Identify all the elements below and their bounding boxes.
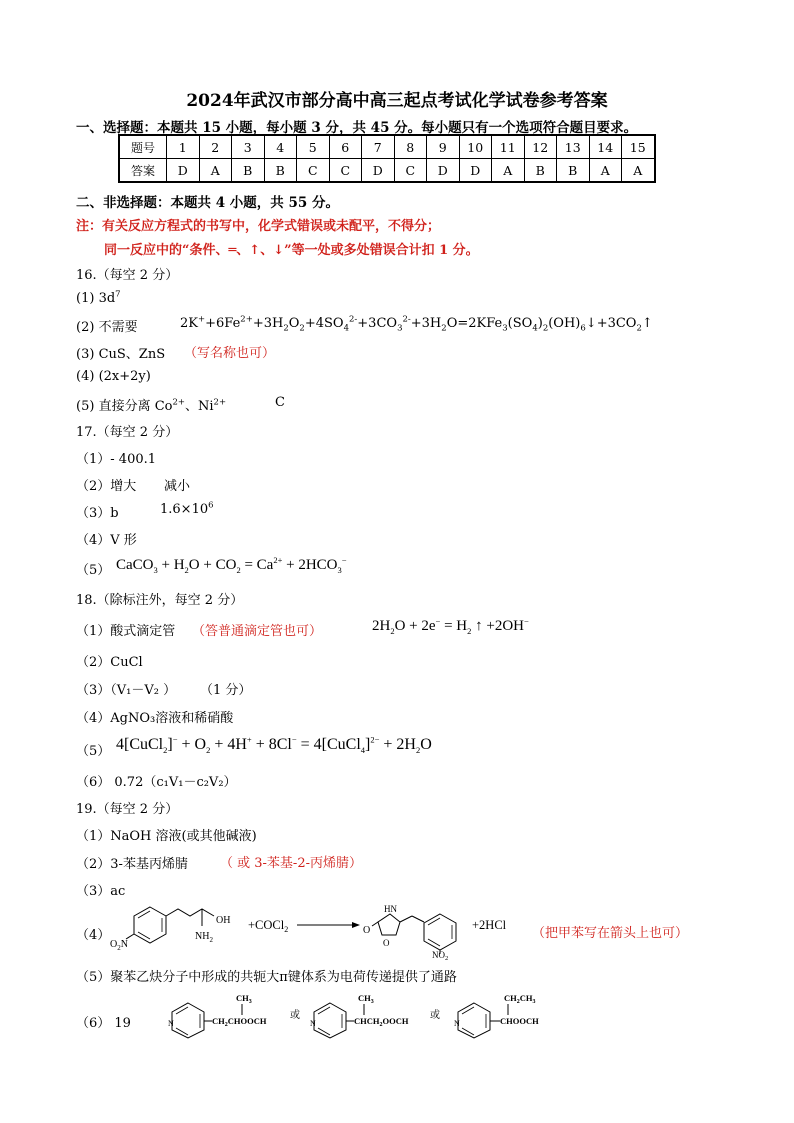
q18-1-note: （答普通滴定管也可）	[192, 624, 323, 639]
q19-2-label: （2）	[76, 857, 111, 872]
q16-3-label: (3)	[76, 347, 95, 362]
q17-3-label: （3）	[76, 506, 111, 521]
or-separator-1: 或	[290, 1010, 300, 1021]
table-cell-number: 13	[557, 135, 590, 159]
table-cell-number: 14	[589, 135, 622, 159]
table-cell-answer: B	[524, 159, 557, 183]
q17-answer-2	[76, 475, 136, 494]
table-cell-number: 12	[524, 135, 557, 159]
table-header-answer: 答案	[119, 159, 167, 183]
note-line-2: 同一反应中的“条件、═、↑、↓”等一处或多处错误合计扣 1 分。	[104, 243, 479, 258]
table-cell-answer: C	[394, 159, 427, 183]
q16-1-text: 3d	[98, 291, 116, 306]
table-cell-answer: C	[297, 159, 330, 183]
benzene-ring-product	[424, 914, 456, 950]
table-header-number: 题号	[119, 135, 167, 159]
table-cell-number: 9	[427, 135, 460, 159]
section-1-heading: 一、选择题：本题共 15 小题，每小题 3 分，共 45 分。每小题只有一个选项符合题目要求。	[76, 120, 638, 136]
q18-1-label: （1）	[76, 624, 111, 639]
page-title: 2024年武汉市部分高中高三起点考试化学试卷参考答案	[186, 91, 608, 111]
q17-answer-4: （4）V 形	[76, 533, 137, 548]
q16-answer-1	[76, 291, 121, 306]
svg-text:CH2CHOOCH: $CH_2CHOOCH$	[212, 1016, 267, 1028]
isomer-structure-2	[310, 993, 409, 1038]
section-2-heading: 二、非选择题：本题共 4 小题，共 55 分。	[76, 195, 339, 211]
q18-5-label: （5）	[76, 744, 111, 759]
q18-answer-3: （3）（V₁－V₂ ）	[76, 683, 177, 698]
table-cell-number: 11	[492, 135, 525, 159]
benzene-ring	[134, 907, 166, 943]
q16-answer-3	[76, 343, 165, 362]
table-row-answers	[119, 159, 655, 183]
q17-3b-text: 1.6×10	[160, 502, 209, 517]
q16-2-text: 不需要	[98, 320, 138, 335]
table-cell-answer: D	[427, 159, 460, 183]
q16-4-text: (2x+2y)	[98, 369, 151, 384]
q17-3b-sup: 6	[208, 500, 214, 511]
q17-answer-3	[76, 502, 119, 521]
isomer-structure-3	[454, 993, 539, 1038]
table-cell-number: 2	[199, 135, 232, 159]
table-cell-number: 6	[329, 135, 362, 159]
q16-header: 16.（每空 2 分）	[76, 268, 179, 283]
q17-2b: 减小	[164, 479, 191, 494]
table-cell-number: 10	[459, 135, 492, 159]
q17-3a: b	[110, 506, 119, 521]
q19-6-label: （6） 19	[76, 1016, 131, 1031]
q17-2-label: （2）	[76, 479, 111, 494]
q18-1-text: 酸式滴定管	[110, 624, 176, 639]
table-cell-answer: B	[557, 159, 590, 183]
answer-table	[118, 134, 656, 183]
q18-answer-6: （6） 0.72（c₁V₁－c₂V₂）	[76, 775, 237, 790]
svg-text:CH2CH3: $CH_2CH_3$	[504, 993, 536, 1005]
table-cell-answer: D	[167, 159, 200, 183]
table-cell-number: 8	[394, 135, 427, 159]
q19-reaction-scheme	[110, 896, 530, 962]
q16-answer-2	[76, 316, 138, 335]
table-cell-number: 1	[167, 135, 200, 159]
q17-2a: 增大	[110, 479, 137, 494]
table-cell-number: 4	[264, 135, 297, 159]
q19-isomer-structures	[168, 988, 568, 1038]
table-cell-answer: B	[264, 159, 297, 183]
q16-answer-4	[76, 369, 151, 384]
svg-text:CH3: $CH_3$	[358, 993, 374, 1005]
table-row-numbers	[119, 135, 655, 159]
svg-text:N: N	[310, 1019, 316, 1028]
q19-2-text: 3-苯基丙烯腈	[110, 857, 188, 872]
oxazolidinone-ring	[378, 914, 400, 935]
svg-text:N: N	[454, 1019, 460, 1028]
svg-text:CH3: $CH_3$	[236, 993, 252, 1005]
svg-text:O2N: $O_2N$	[110, 939, 128, 952]
table-cell-answer: A	[622, 159, 655, 183]
q17-answer-1: （1）- 400.1	[76, 452, 157, 467]
svg-text:+2HCl: +2HCl	[472, 918, 507, 932]
q16-answer-5: (5) 直接分离 $Co^{2+}$、$Ni^{2+}$	[76, 397, 227, 414]
q16-1-label: (1)	[76, 291, 95, 306]
note-line-1: 注：有关反应方程式的书写中，化学式错误或未配平，不得分；	[76, 219, 441, 234]
svg-text:HN: HN	[384, 904, 397, 914]
table-cell-answer: A	[492, 159, 525, 183]
q16-5-label: (5)	[76, 399, 95, 414]
q16-3-text: CuS、ZnS	[98, 347, 166, 362]
q18-3-note: （1 分）	[200, 683, 252, 698]
q17-5-label: （5）	[76, 563, 111, 578]
table-cell-answer: A	[199, 159, 232, 183]
q18-equation-5: 4[CuCl$_2$]− + $O_2 + 4H^+ + 8Cl^-$ = 4[CuCl$_4$]$^{2-}$ + $2H_2O$	[116, 734, 432, 756]
table-cell-answer: A	[589, 159, 622, 183]
q19-answer-5: （5）聚苯乙炔分子中形成的共轭大π键体系为电荷传递提供了通路	[76, 970, 457, 985]
table-cell-number: 3	[232, 135, 265, 159]
q17-3b	[160, 502, 214, 517]
q18-header: 18.（除标注外，每空 2 分）	[76, 593, 244, 608]
q19-answer-2	[76, 853, 188, 872]
isomer-structure-1	[168, 993, 267, 1038]
q18-answer-1	[76, 620, 175, 639]
q16-4-label: (4)	[76, 369, 95, 384]
q18-answer-4: （4）AgNO₃溶液和稀硝酸	[76, 711, 234, 726]
svg-text:OH: OH	[216, 915, 231, 926]
svg-text:NO2: $NO_2$	[432, 950, 449, 962]
svg-text:O: O	[363, 925, 371, 936]
q16-3-note: （写名称也可）	[184, 346, 276, 361]
q16-5-text: 直接分离 Co	[98, 399, 173, 414]
table-cell-answer: D	[459, 159, 492, 183]
q16-equation: $2K^++6Fe^{2+}+3H_2O_2+4SO_4^{2-}+3CO_3^{2-}+3H_2O=2KFe_3(SO_4)_2(OH)_6↓+3CO_2↑$	[180, 314, 653, 334]
table-cell-answer: D	[362, 159, 395, 183]
table-cell-answer: C	[329, 159, 362, 183]
q17-equation: CaCO$_3$ + $H_2O + CO_2 = Ca^{2+} + 2HCO_3^-$	[116, 555, 347, 575]
q16-5-mid: 、Ni	[185, 399, 214, 414]
q17-header: 17.（每空 2 分）	[76, 425, 179, 440]
q16-5-answer-b: C	[275, 395, 285, 410]
q16-2-label: (2)	[76, 320, 95, 335]
svg-text:+COCl2: +COCl$_2$	[248, 918, 289, 934]
table-cell-number: 7	[362, 135, 395, 159]
svg-text:CHOOCH: CHOOCH	[500, 1016, 539, 1026]
q18-answer-2: （2）CuCl	[76, 655, 143, 670]
q19-2-note: （ 或 3-苯基-2-丙烯腈）	[220, 856, 362, 871]
svg-text:N: N	[168, 1019, 174, 1028]
q19-4-label: （4）	[76, 928, 111, 943]
table-cell-number: 15	[622, 135, 655, 159]
svg-text:CHCH2OOCH: $CHCH_2OOCH$	[354, 1016, 409, 1028]
table-cell-number: 5	[297, 135, 330, 159]
q19-4-note: （把甲苯写在箭头上也可）	[532, 926, 689, 941]
svg-text:O: O	[383, 938, 390, 948]
or-separator-2: 或	[430, 1010, 440, 1021]
q19-header: 19.（每空 2 分）	[76, 802, 179, 817]
table-cell-answer: B	[232, 159, 265, 183]
svg-text:NH2: $NH_2$	[195, 931, 213, 944]
q18-equation-1: $2H_2O + 2e^- = H_2$ ↑ +2OH−	[372, 616, 529, 636]
q19-answer-3: （3）ac	[76, 884, 126, 899]
q16-1-sup: 7	[115, 289, 121, 300]
q19-answer-1: （1）NaOH 溶液(或其他碱液)	[76, 829, 257, 844]
